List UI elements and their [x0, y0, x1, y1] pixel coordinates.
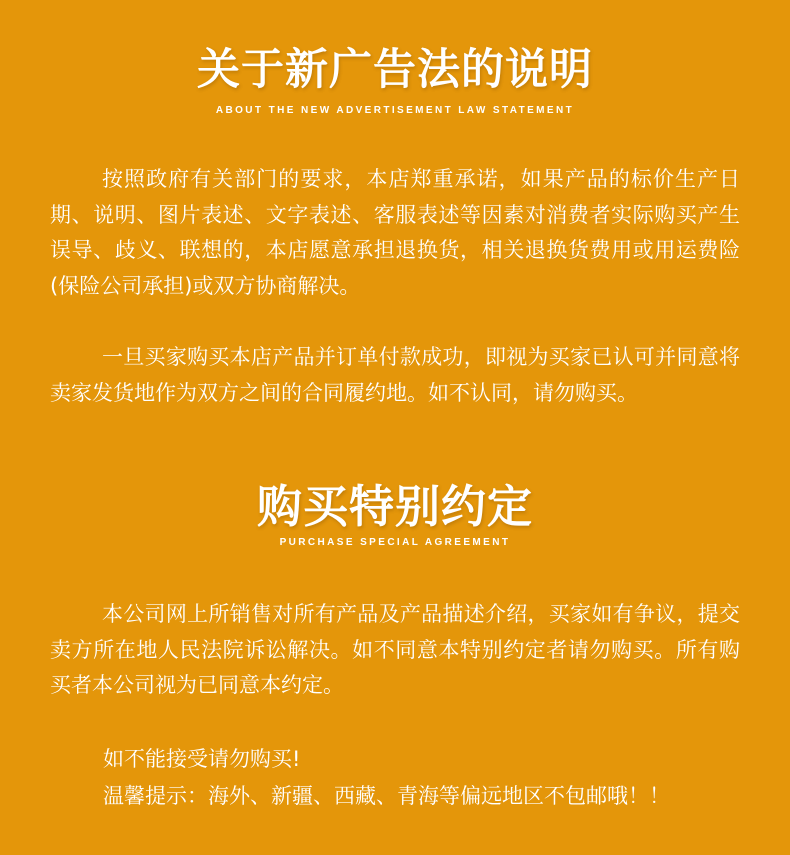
purchase-agreement-subtitle: PURCHASE SPECIAL AGREEMENT	[279, 537, 511, 548]
law-statement-paragraph-2: 一旦买家购买本店产品并订单付款成功，即视为买家已认可并同意将卖家发货地作为双方之间的合同履约地。如不认同，请勿购买。	[50, 345, 740, 405]
law-statement-title: 关于新广告法的说明	[197, 45, 593, 95]
law-statement-subtitle: ABOUT THE NEW ADVERTISEMENT LAW STATEMENT	[215, 105, 575, 116]
shipping-tip: 温馨提示：海外、新疆、西藏、青海等偏远地区不包邮哦！！	[103, 784, 670, 808]
cannot-accept-notice: 如不能接受请勿购买!	[103, 747, 301, 771]
law-statement-paragraph-1: 按照政府有关部门的要求，本店郑重承诺，如果产品的标价生产日期、说明、图片表述、文字表述、客服表述等因素对消费者实际购买产生误导、歧义、联想的，本店愿意承担退换货，相关退换货费用或用运费险(保险公司承担)或双方协商解决。	[50, 167, 740, 298]
purchase-agreement-paragraph: 本公司网上所销售对所有产品及产品描述介绍，买家如有争议，提交卖方所在地人民法院诉讼解决。如不同意本特别约定者请勿购买。所有购买者本公司视为已同意本约定。	[50, 602, 740, 697]
purchase-agreement-title: 购买特别约定	[256, 480, 533, 533]
